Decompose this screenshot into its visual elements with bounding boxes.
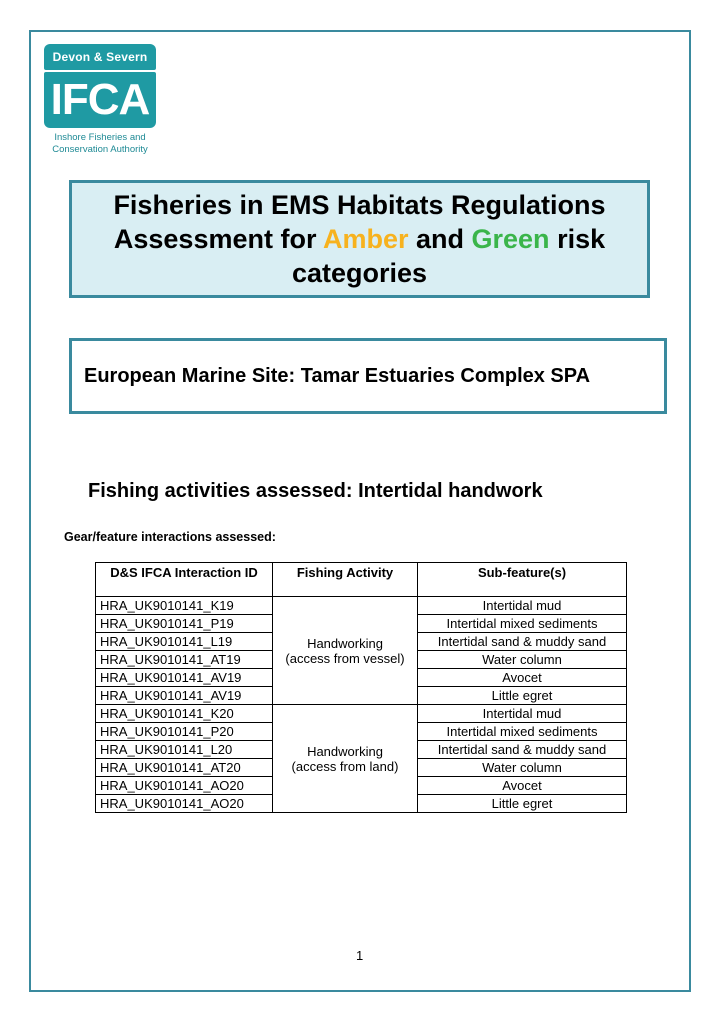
sub-feature-cell: Intertidal mixed sediments [418, 723, 627, 741]
header-sub-features: Sub-feature(s) [418, 563, 627, 597]
sub-feature-cell: Intertidal mixed sediments [418, 615, 627, 633]
sub-feature-cell: Water column [418, 759, 627, 777]
header-interaction-id: D&S IFCA Interaction ID [96, 563, 273, 597]
interaction-id-cell: HRA_UK9010141_P19 [96, 615, 273, 633]
title-green: Green [471, 224, 550, 254]
interaction-id-cell: HRA_UK9010141_L20 [96, 741, 273, 759]
sub-feature-cell: Intertidal mud [418, 705, 627, 723]
sub-feature-cell: Intertidal sand & muddy sand [418, 741, 627, 759]
logo-mark: IFCA [44, 72, 156, 128]
gear-heading: Gear/feature interactions assessed: [64, 530, 276, 544]
logo-subtitle-line2: Conservation Authority [52, 144, 148, 155]
interaction-id-cell: HRA_UK9010141_AO20 [96, 777, 273, 795]
title-amber: Amber [322, 224, 409, 254]
table-row [96, 705, 627, 723]
site-name: European Marine Site: Tamar Estuaries Complex SPA [84, 364, 591, 387]
sub-feature-cell: Water column [418, 651, 627, 669]
interaction-id-cell: HRA_UK9010141_P20 [96, 723, 273, 741]
interaction-id-cell: HRA_UK9010141_K19 [96, 597, 273, 615]
fishing-activity-cell [273, 705, 418, 813]
interaction-id-cell: HRA_UK9010141_AT19 [96, 651, 273, 669]
interaction-id-cell: HRA_UK9010141_AT20 [96, 759, 273, 777]
title-part2: and [408, 224, 472, 254]
activity-line1: Handworking [307, 635, 383, 651]
interaction-id-cell: HRA_UK9010141_L19 [96, 633, 273, 651]
title-part3: risk categories [291, 224, 606, 288]
sub-feature-cell: Intertidal mud [418, 597, 627, 615]
ifca-logo [44, 44, 156, 162]
interaction-id-cell: HRA_UK9010141_AO20 [96, 795, 273, 813]
sub-feature-cell: Avocet [418, 669, 627, 687]
activity-line2: (access from land) [291, 758, 399, 774]
document-title [72, 188, 647, 290]
logo-banner: Devon & Severn [44, 44, 156, 70]
title-box [69, 180, 650, 298]
interactions-table [95, 562, 627, 813]
activity-line2: (access from vessel) [285, 650, 405, 666]
title-part1: Fisheries in EMS Habitats Regulations Assessment for [113, 190, 606, 254]
header-fishing-activity: Fishing Activity [273, 563, 418, 597]
interaction-id-cell: HRA_UK9010141_K20 [96, 705, 273, 723]
interaction-id-cell: HRA_UK9010141_AV19 [96, 669, 273, 687]
page-border [29, 30, 691, 992]
fishing-activity-cell [273, 597, 418, 705]
sub-feature-cell: Little egret [418, 687, 627, 705]
interaction-id-cell: HRA_UK9010141_AV19 [96, 687, 273, 705]
sub-feature-cell: Intertidal sand & muddy sand [418, 633, 627, 651]
activities-heading: Fishing activities assessed: Intertidal handwork [88, 480, 543, 502]
page-number: 1 [356, 948, 364, 963]
logo-subtitle [44, 132, 156, 156]
activity-line1: Handworking [307, 743, 383, 759]
sub-feature-cell: Avocet [418, 777, 627, 795]
logo-subtitle-line1: Inshore Fisheries and [54, 132, 146, 143]
sub-feature-cell: Little egret [418, 795, 627, 813]
table-header-row [96, 563, 627, 597]
table-row [96, 597, 627, 615]
site-box [69, 338, 667, 414]
